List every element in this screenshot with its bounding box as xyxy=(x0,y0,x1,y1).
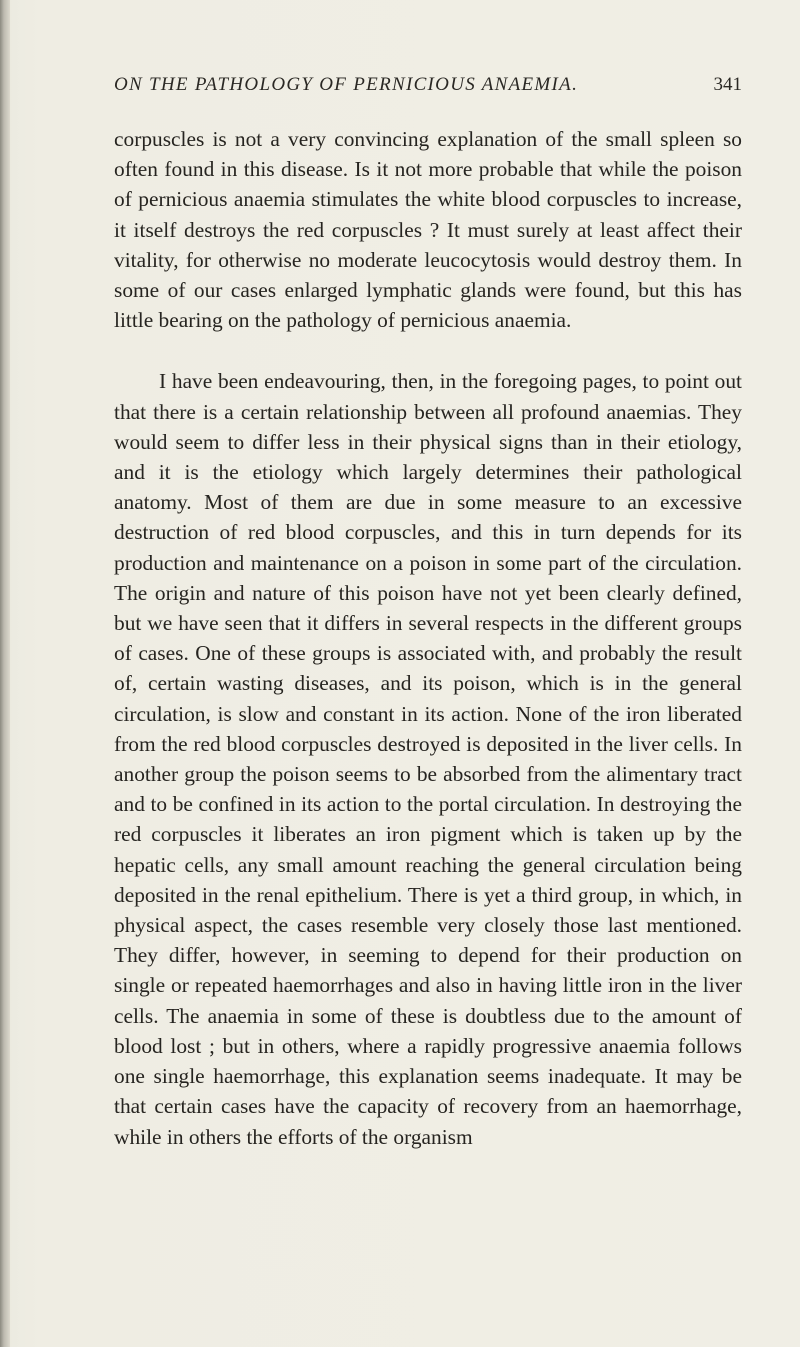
running-title: ON THE PATHOLOGY OF PERNICIOUS ANAEMIA. xyxy=(114,74,579,95)
running-header xyxy=(114,74,742,104)
book-spine-shadow xyxy=(0,0,10,1347)
body-text xyxy=(114,124,742,1152)
paragraph-continued: corpuscles is not a very convincing explanation of the small spleen so often found in this disease. Is it not more probable that while the poison of pernicious anaemia stimulates the white blood corpuscles to increase, it itself destroys the red corpuscles ? It must surely at least affect their vitality, for otherwise no moderate leucocytosis would destroy them. In some of our cases enlarged lymphatic glands were found, but this has little bearing on the pathology of pernicious anaemia. xyxy=(114,127,742,333)
paragraph: I have been endeavouring, then, in the foregoing pages, to point out that there is a certain relationship between all profound anaemias. They would seem to differ less in their physical signs than in their etiology, and it is the etiology which largely determines their pathological anatomy. Most of them are due in some measure to an excessive destruction of red blood corpuscles, and this in turn depends for its production and maintenance on a poison in some part of the circulation. The origin and nature of this poison have not yet been clearly defined, but we have seen that it differs in several respects in the different groups of cases. One of these groups is associated with, and probably the result of, certain wasting diseases, and its poison, which is in the general circulation, is slow and constant in its action. None of the iron liberated from the red blood corpuscles destroyed is deposited in the liver cells. In another group the poison seems to be absorbed from the alimentary tract and to be confined in its action to the portal circulation. In destroying the red corpuscles it liberates an iron pigment which is taken up by the hepatic cells, any small amount reaching the general circulation being deposited in the renal epithelium. There is yet a third group, in which, in physical aspect, the cases resemble very closely those last mentioned. They differ, however, in seeming to depend for their production on single or repeated haemorrhages and also in having little iron in the liver cells. The anaemia in some of these is doubtless due to the amount of blood lost ; but in others, where a rapidly progressive anaemia follows one single haemorrhage, this explanation seems inadequate. It may be that certain cases have the capacity of recovery from an haemorrhage, while in others the efforts of the organism xyxy=(114,369,742,1149)
page-number: 341 xyxy=(713,74,742,95)
